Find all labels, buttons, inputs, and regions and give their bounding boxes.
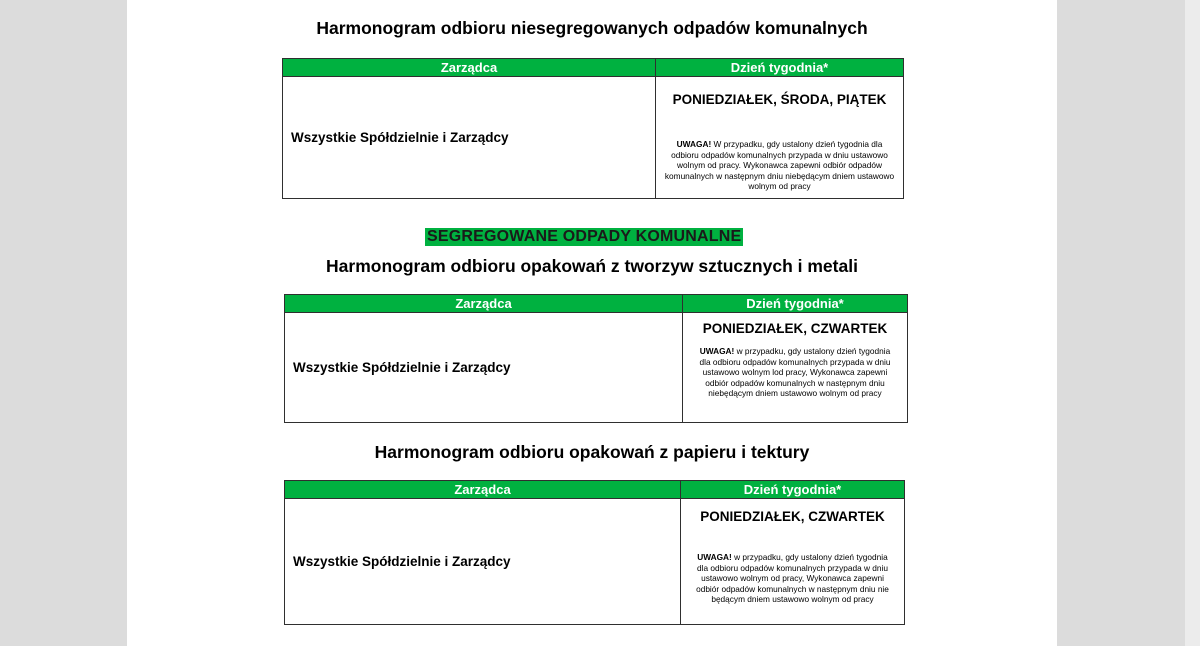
holiday-notice: [695, 552, 890, 605]
table-header-row: [285, 295, 908, 313]
notice-text: w przypadku, gdy ustalony dzień tygodnia dla odbioru odpadów komunalnych przypada w dniu ustawowo wolnym lod pracy, Wykonawca zapewni odbiór odpadów komunalnych w następnym dniu niebędącym dniem ustawowo wolnym od pracy: [699, 346, 891, 399]
holiday-notice: [662, 139, 897, 192]
manager-cell: Wszystkie Spółdzielnie i Zarządcy: [283, 77, 656, 199]
title-mixed-waste: Harmonogram odbioru niesegregowanych odpadów komunalnych: [316, 18, 868, 38]
document-page: [127, 0, 1057, 646]
schedule-table-mixed: [282, 58, 904, 199]
column-header-day: Dzień tygodnia*: [656, 59, 904, 77]
holiday-notice: [697, 346, 893, 399]
title-plastic-metal: Harmonogram odbioru opakowań z tworzyw sztucznych i metali: [326, 256, 858, 276]
column-header-manager: Zarządca: [283, 59, 656, 77]
collection-days: PONIEDZIAŁEK, ŚRODA, PIĄTEK: [672, 92, 887, 107]
title-paper: Harmonogram odbioru opakowań z papieru i tektury: [374, 442, 810, 462]
day-cell: [656, 77, 904, 199]
segregated-waste-banner: SEGREGOWANE ODPADY KOMUNALNE: [427, 228, 742, 245]
table-row: [285, 499, 905, 625]
notice-label: UWAGA!: [676, 139, 712, 149]
column-header-manager: Zarządca: [285, 481, 681, 499]
table-header-row: [283, 59, 904, 77]
day-cell: [681, 499, 905, 625]
collection-days: PONIEDZIAŁEK, CZWARTEK: [700, 509, 885, 524]
table-header-row: [285, 481, 905, 499]
notice-text: W przypadku, gdy ustalony dzień tygodnia dla odbioru odpadów komunalnych przypada w dniu ustawowo wolnym od pracy. Wykonawca zapewni odbiór odpadów komunalnych w następnym dniu niebędącym dniem ustawowo wolnym od pracy: [664, 139, 895, 192]
table-row: [285, 313, 908, 423]
collection-days: PONIEDZIAŁEK, CZWARTEK: [702, 321, 888, 336]
notice-label: UWAGA!: [697, 552, 732, 562]
notice-text: w przypadku, gdy ustalony dzień tygodnia dla odbioru odpadów komunalnych przypada w dniu ustawowo wolnym od pracy, Wykonawca zapewni odbiór odpadów komunalnych w następnym dniu nie będącym dniem ustawowo wolnym od pracy: [696, 552, 889, 605]
column-header-day: Dzień tygodnia*: [683, 295, 908, 313]
manager-cell: Wszystkie Spółdzielnie i Zarządcy: [285, 499, 681, 625]
column-header-manager: Zarządca: [285, 295, 683, 313]
column-header-day: Dzień tygodnia*: [681, 481, 905, 499]
table-row: [283, 77, 904, 199]
notice-label: UWAGA!: [699, 346, 735, 356]
viewer-scrollbar-track[interactable]: [1185, 0, 1200, 646]
day-cell: [683, 313, 908, 423]
schedule-table-paper: [284, 480, 905, 625]
schedule-table-plastic-metal: [284, 294, 908, 423]
manager-cell: Wszystkie Spółdzielnie i Zarządcy: [285, 313, 683, 423]
